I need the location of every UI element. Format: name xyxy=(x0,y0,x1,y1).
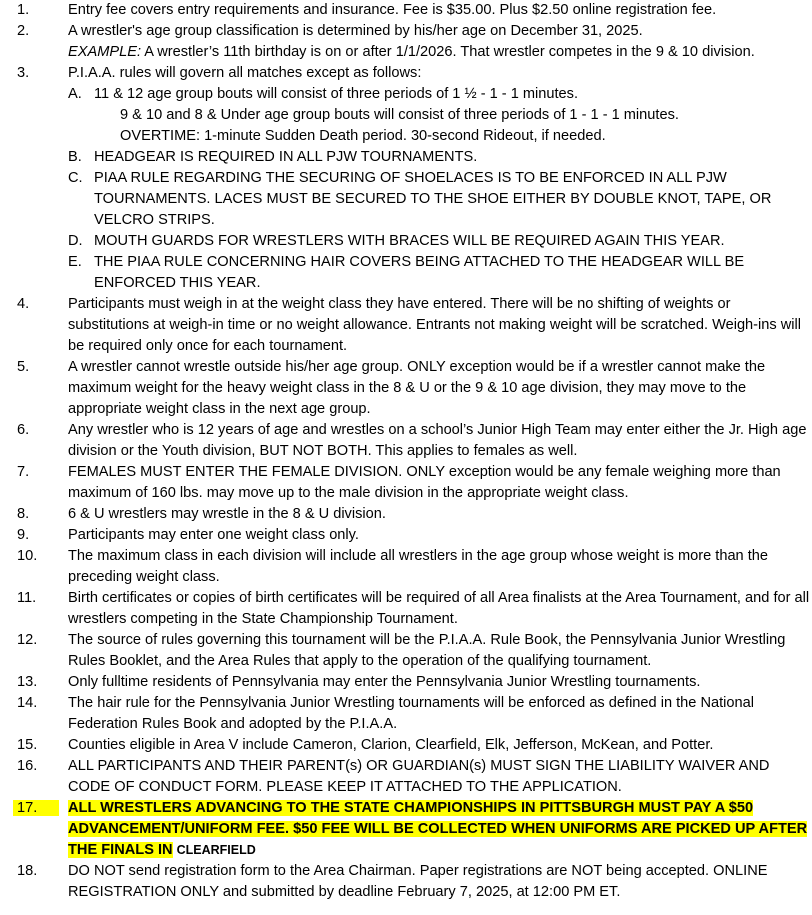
sub-rule-line: THE PIAA RULE CONCERNING HAIR COVERS BEING ATTACHED TO THE HEADGEAR WILL BE ENFORCED THIS YEAR. xyxy=(94,254,745,291)
rule-number: 9. xyxy=(17,527,30,543)
rule-item-7 xyxy=(0,462,812,504)
rule-number: 7. xyxy=(17,464,30,480)
sub-rule-a xyxy=(68,84,812,147)
rule-item-18 xyxy=(0,861,812,903)
rule-text: Only fulltime residents of Pennsylvania may enter the Pennsylvania Junior Wrestling tournaments. xyxy=(68,674,701,690)
rule-text: ALL PARTICIPANTS AND THEIR PARENT(s) OR GUARDIAN(s) MUST SIGN THE LIABILITY WAIVER AND CODE OF CONDUCT FORM. PLEASE KEEP IT ATTACHED TO THE APPLICATION. xyxy=(68,758,770,795)
rule-text: Entry fee covers entry requirements and insurance. Fee is $35.00. Plus $2.50 online registration fee. xyxy=(68,2,717,18)
example-label: EXAMPLE: xyxy=(68,44,141,60)
rule-number-highlighted: 17. xyxy=(13,800,59,816)
rule-text: Birth certificates or copies of birth certificates will be required of all Area finalists at the Area Tournament, and for all wrestlers competing in the State Championship Tournament. xyxy=(68,590,810,627)
rule-item-17 xyxy=(0,798,812,861)
rule-number: 3. xyxy=(17,65,30,81)
rule-item-9 xyxy=(0,525,812,546)
rule-item-8 xyxy=(0,504,812,525)
rule-number: 18. xyxy=(17,863,38,879)
rule-item-15 xyxy=(0,735,812,756)
rule-item-1 xyxy=(0,0,812,21)
rule-number: 5. xyxy=(17,359,30,375)
rule-number: 2. xyxy=(17,23,30,39)
sub-rule-letter: E. xyxy=(68,254,82,270)
rule-text: Participants must weigh in at the weight class they have entered. There will be no shifting of weights or substitutions at weigh-in time or no weight allowance. Entrants not making weight will be scratched. Weigh-ins will be required only once for each tournament. xyxy=(68,296,802,354)
rule-item-16 xyxy=(0,756,812,798)
rule-item-10 xyxy=(0,546,812,588)
rule-text: The source of rules governing this tournament will be the P.I.A.A. Rule Book, the Pennsylvania Junior Wrestling Rules Booklet, and the Area Rules that apply to the operation of the qualifying tournament. xyxy=(68,632,786,669)
sub-rule-letter: B. xyxy=(68,149,82,165)
rule-item-12 xyxy=(0,630,812,672)
rule-number: 6. xyxy=(17,422,30,438)
rule-number: 1. xyxy=(17,2,30,18)
sub-rule-line: PIAA RULE REGARDING THE SECURING OF SHOELACES IS TO BE ENFORCED IN ALL PJW TOURNAMENTS. LACES MUST BE SECURED TO THE SHOE EITHER BY DOUBLE KNOT, TAPE, OR VELCRO STRIPS. xyxy=(94,170,772,228)
rule-number: 13. xyxy=(17,674,38,690)
rule-text: P.I.A.A. rules will govern all matches except as follows: xyxy=(68,65,422,81)
rule-number: 11. xyxy=(17,590,37,606)
example-text: A wrestler’s 11th birthday is on or after 1/1/2026. That wrestler competes in the 9 & 10 division. xyxy=(141,44,755,60)
sub-rule-line: HEADGEAR IS REQUIRED IN ALL PJW TOURNAMENTS. xyxy=(94,149,478,165)
sub-rule-d xyxy=(68,231,812,252)
sub-rule-e xyxy=(68,252,812,294)
rule-text: FEMALES MUST ENTER THE FEMALE DIVISION. ONLY exception would be any female weighing more than maximum of 160 lbs. may move up to the male division in the appropriate weight class. xyxy=(68,464,781,501)
rule-item-5 xyxy=(0,357,812,420)
sub-rule-letter: A. xyxy=(68,86,82,102)
rule-text: A wrestler cannot wrestle outside his/her age group. ONLY exception would be if a wrestler cannot make the maximum weight for the heavy weight class in the 8 & U or the 9 & 10 age division, they may move to the appropriate weight class in the next age group. xyxy=(68,359,766,417)
rule-number: 4. xyxy=(17,296,30,312)
rule-item-3 xyxy=(0,63,812,294)
rule-text: Counties eligible in Area V include Cameron, Clarion, Clearfield, Elk, Jefferson, McKean, and Potter. xyxy=(68,737,714,753)
rule-number: 12. xyxy=(17,632,38,648)
rule-number: 10. xyxy=(17,548,38,564)
rule-item-14 xyxy=(0,693,812,735)
sub-rule-line: MOUTH GUARDS FOR WRESTLERS WITH BRACES WILL BE REQUIRED AGAIN THIS YEAR. xyxy=(94,233,725,249)
rule-item-6 xyxy=(0,420,812,462)
rule-text-tail: CLEARFIELD xyxy=(176,843,256,857)
sub-rule-c xyxy=(68,168,812,231)
rule-text: The hair rule for the Pennsylvania Junior Wrestling tournaments will be enforced as defined in the National Federation Rules Book and adopted by the P.I.A.A. xyxy=(68,695,755,732)
rule-item-2 xyxy=(0,21,812,63)
rule-text: DO NOT send registration form to the Area Chairman. Paper registrations are NOT being accepted. ONLINE REGISTRATION ONLY and submitted by deadline February 7, 2025, at 12:00 PM ET. xyxy=(68,863,768,900)
rule-number: 14. xyxy=(17,695,38,711)
sub-rule-b xyxy=(68,147,812,168)
rule-number: 8. xyxy=(17,506,30,522)
sub-rule-line: 9 & 10 and 8 & Under age group bouts will consist of three periods of 1 - 1 - 1 minutes. xyxy=(120,107,679,123)
rule-item-11 xyxy=(0,588,812,630)
rule-text: A wrestler's age group classification is determined by his/her age on December 31, 2025. xyxy=(68,23,643,39)
rule-number: 15. xyxy=(17,737,38,753)
rule-text: Participants may enter one weight class only. xyxy=(68,527,359,543)
rule-text: The maximum class in each division will include all wrestlers in the age group whose weight is more than the preceding weight class. xyxy=(68,548,769,585)
rule-text: 6 & U wrestlers may wrestle in the 8 & U division. xyxy=(68,506,386,522)
rule-item-13 xyxy=(0,672,812,693)
highlighted-rule-text: ALL WRESTLERS ADVANCING TO THE STATE CHAMPIONSHIPS IN PITTSBURGH MUST PAY A $50 ADVANCEMENT/UNIFORM FEE. $50 FEE WILL BE COLLECTED WHEN UNIFORMS ARE PICKED UP AFTER THE FINALS IN xyxy=(68,800,808,858)
sub-rule-line: OVERTIME: 1-minute Sudden Death period. 30-second Rideout, if needed. xyxy=(120,128,606,144)
sub-rule-letter: D. xyxy=(68,233,83,249)
rule-item-4 xyxy=(0,294,812,357)
sub-rule-line: 11 & 12 age group bouts will consist of three periods of 1 ½ - 1 - 1 minutes. xyxy=(94,86,579,102)
rule-number: 16. xyxy=(17,758,38,774)
sub-rule-letter: C. xyxy=(68,170,83,186)
rule-text: Any wrestler who is 12 years of age and wrestles on a school’s Junior High Team may enter either the Jr. High age division or the Youth division, BUT NOT BOTH. This applies to females as well. xyxy=(68,422,807,459)
